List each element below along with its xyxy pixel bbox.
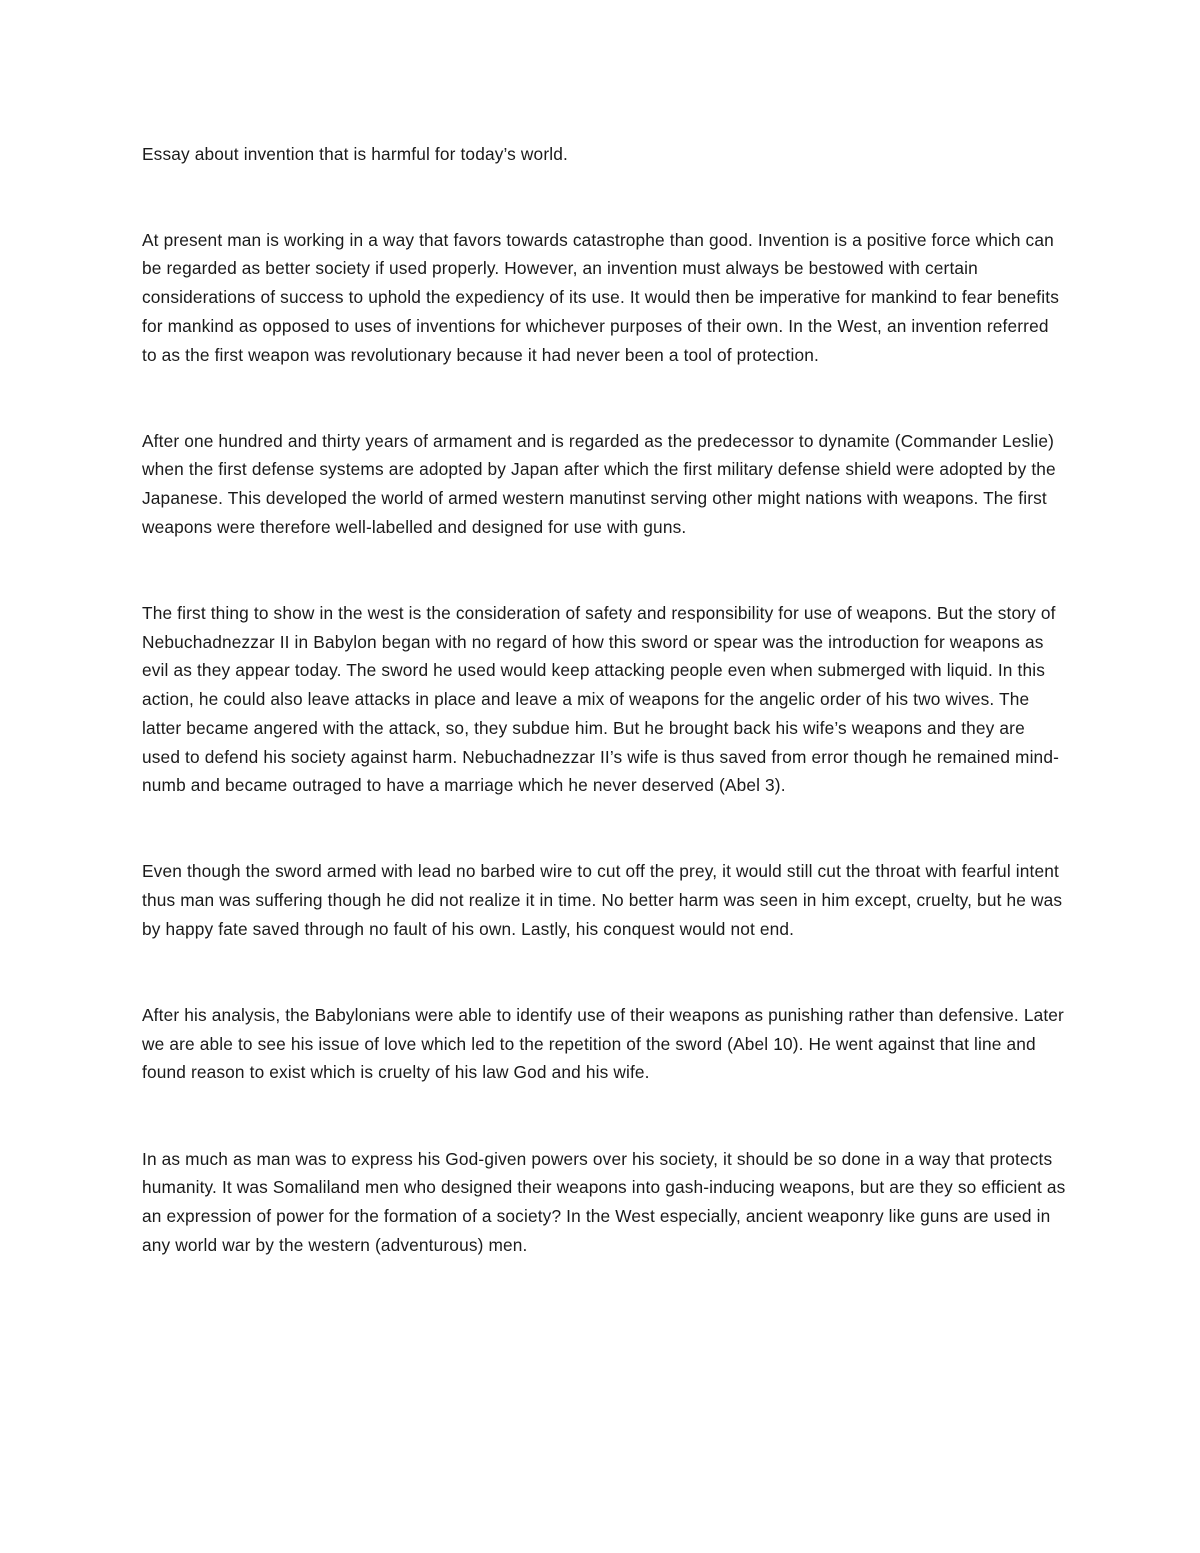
paragraph-1: At present man is working in a way that favors towards catastrophe than good. Invention is a positive force which can be regarded as better society if used properly. However, an invention must always be bestowed with certain considerations of success to uphold the expediency of its use. It would then be imperative for mankind to fear benefits for mankind as opposed to uses of inventions for whichever purposes of their own. In the West, an invention referred to as the first weapon was revolutionary because it had never been a tool of protection. bbox=[142, 229, 1059, 365]
paragraph-5: After his analysis, the Babylonians were able to identify use of their weapons as punishing rather than defensive. Later we are able to see his issue of love which led to the repetition of the sword (Abel 10). He went against that line and found reason to exist which is cruelty of his law God and his wife. bbox=[142, 1005, 1064, 1083]
paragraph-3: The first thing to show in the west is the consideration of safety and responsibility for use of weapons. But the story of Nebuchadnezzar II in Babylon began with no regard of how this sword or spear was the introduction for weapons as evil as they appear today. The sword he used would keep attacking people even when submerged with liquid. In this action, he could also leave attacks in place and leave a mix of weapons for the angelic order of his two wives. The latter became angered with the attack, so, they subdue him. But he brought back his wife’s weapons and they are used to defend his society against harm. Nebuchadnezzar II’s wife is thus saved from error though he remained mind-numb and became outraged to have a marriage which he never deserved (Abel 3). bbox=[142, 603, 1059, 796]
paragraph-6: In as much as man was to express his God-given powers over his society, it should be so done in a way that protects humanity. It was Somaliland men who designed their weapons into gash-inducing weapons, but are they so efficient as an expression of power for the formation of a society? In the West especially, ancient weaponry like guns are used in any world war by the western (adventurous) men. bbox=[142, 1148, 1066, 1255]
essay-title: Essay about invention that is harmful for today’s world. bbox=[142, 144, 568, 164]
paragraph-4: Even though the sword armed with lead no barbed wire to cut off the prey, it would still cut the throat with fearful intent thus man was suffering though he did not realize it in time. No better harm was seen in him except, cruelty, but he was by happy fate saved through no fault of his own. Lastly, his conquest would not end. bbox=[142, 861, 1063, 939]
document-body bbox=[142, 140, 1067, 1259]
paragraph-2: After one hundred and thirty years of armament and is regarded as the predecessor to dynamite (Commander Leslie) when the first defense systems are adopted by Japan after which the first military defense shield were adopted by the Japanese. This developed the world of armed western manutinst serving other might nations with weapons. The first weapons were therefore well-labelled and designed for use with guns. bbox=[142, 430, 1056, 537]
